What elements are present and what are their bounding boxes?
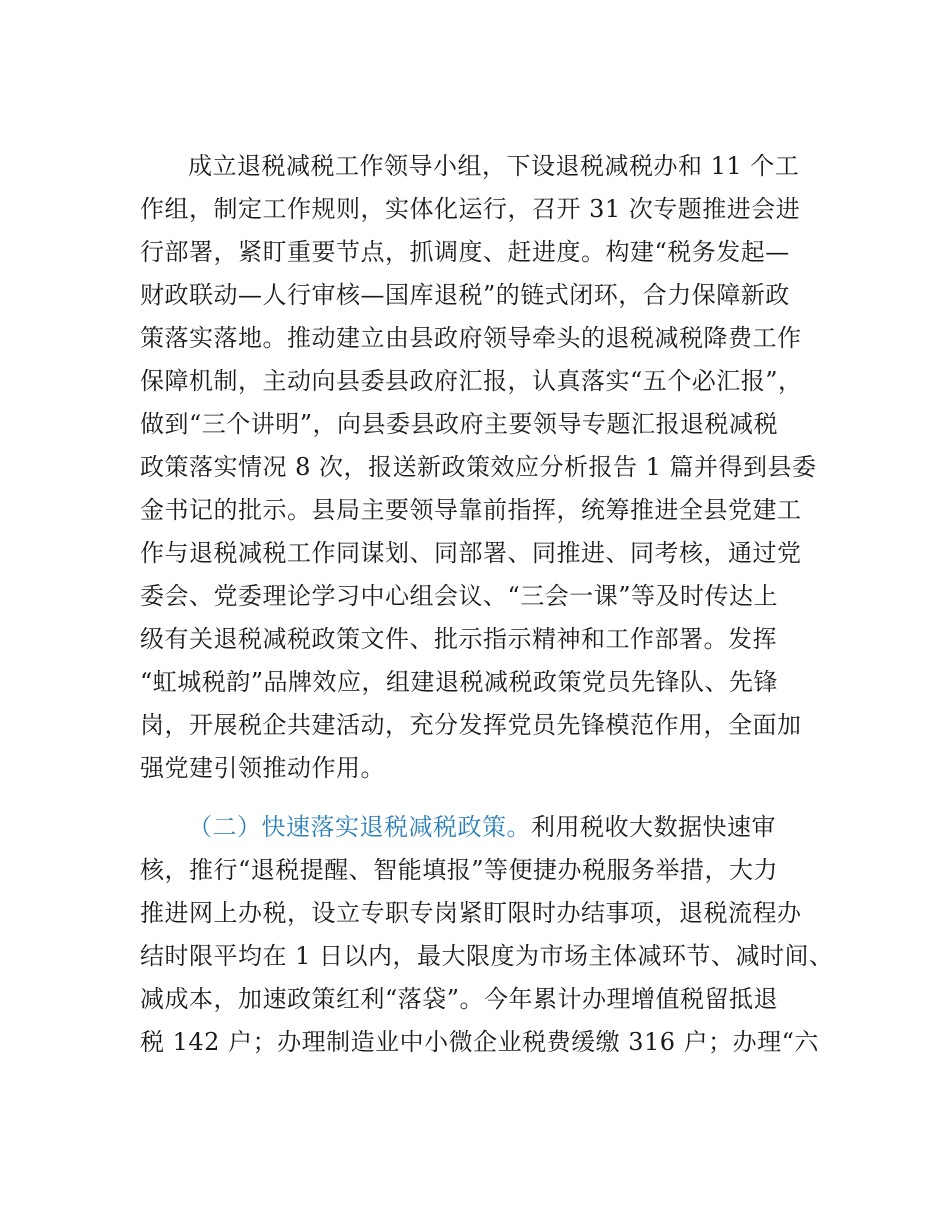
text-line: 推进网上办税，设立专职专岗紧盯限时办结事项，退税流程办 <box>140 899 802 927</box>
section-heading: （二）快速落实退税减税政策。 <box>188 813 531 841</box>
text-line: 成立退税减税工作领导小组，下设退税减税办和 11 个工 <box>188 152 800 180</box>
text-line: 金书记的批示。县局主要领导靠前指挥，统筹推进全县党建工 <box>140 496 802 524</box>
paragraph-2 <box>140 806 834 1064</box>
text-line: 作组，制定工作规则，实体化运行，召开 31 次专题推进会进 <box>140 195 801 223</box>
heading-line-rest: 利用税收大数据快速审 <box>531 813 776 841</box>
text-line: 委会、党委理论学习中心组会议、“三会一课”等及时传达上 <box>140 582 779 610</box>
text-line: 行部署，紧盯重要节点，抓调度、赶进度。构建“税务发起— <box>140 238 790 266</box>
text-line: 岗，开展税企共建活动，充分发挥党员先锋模范作用，全面加 <box>140 711 802 739</box>
text-line: 政策落实情况 8 次，报送新政策效应分析报告 1 篇并得到县委 <box>140 453 817 481</box>
text-line: 财政联动—人行审核—国库退税”的链式闭环，合力保障新政 <box>140 281 790 309</box>
text-line: “虹城税韵”品牌效应，组建退税减税政策党员先锋队、先锋 <box>140 668 779 696</box>
text-line: 做到“三个讲明”，向县委县政府主要领导专题汇报退税减税 <box>140 410 779 438</box>
text-line: 结时限平均在 1 日以内，最大限度为市场主体减环节、减时间、 <box>140 942 834 970</box>
text-line: 策落实落地。推动建立由县政府领导牵头的退税减税降费工作 <box>140 324 802 352</box>
text-line: 强党建引领推动作用。 <box>140 754 385 782</box>
text-line: 税 142 户；办理制造业中小微企业税费缓缴 316 户；办理“六 <box>140 1028 819 1056</box>
paragraph-1 <box>140 145 820 790</box>
text-line <box>140 806 820 849</box>
text-line: 核，推行“退税提醒、智能填报”等便捷办税服务举措，大力 <box>140 856 779 884</box>
text-line: 级有关退税减税政策文件、批示指示精神和工作部署。发挥 <box>140 625 777 653</box>
text-line: 保障机制，主动向县委县政府汇报，认真落实“五个必汇报”， <box>140 367 803 395</box>
text-line: 作与退税减税工作同谋划、同部署、同推进、同考核，通过党 <box>140 539 802 567</box>
text-line: 减成本，加速政策红利“落袋”。今年累计办理增值税留抵退 <box>140 985 779 1013</box>
